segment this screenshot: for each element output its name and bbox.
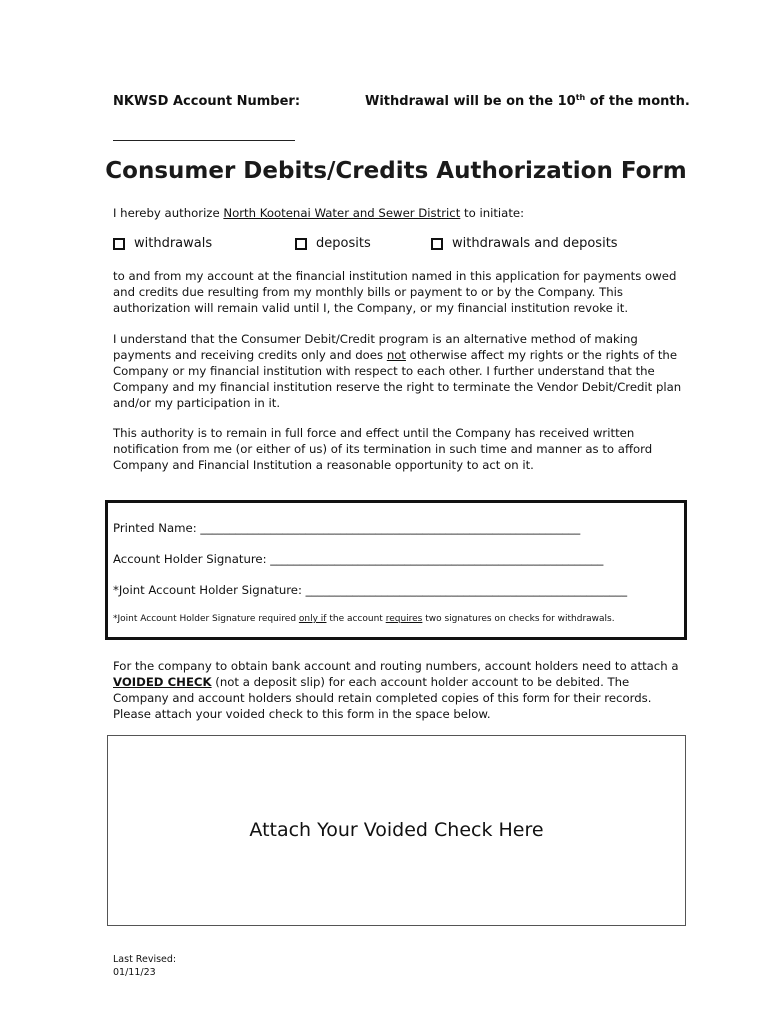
- note-b: the account: [326, 614, 386, 624]
- understanding-a: I understand that the Consumer Debit/Credit program is an alternative method of making payments and receiving credits only and does: [113, 332, 638, 362]
- withdrawal-date-note: [365, 94, 690, 109]
- checkbox-withdrawals[interactable]: [113, 238, 125, 250]
- account-number-label: NKWSD Account Number:: [113, 94, 301, 109]
- printed-name-line[interactable]: _________________________________________________________________: [200, 521, 581, 535]
- option-both-label: withdrawals and deposits: [452, 236, 618, 251]
- printed-name-label: Printed Name:: [113, 521, 201, 535]
- company-name: North Kootenai Water and Sewer District: [223, 206, 461, 220]
- holder-signature-row[interactable]: [113, 552, 603, 566]
- understanding-not: not: [386, 348, 406, 362]
- voided-check-label: Attach Your Voided Check Here: [249, 819, 544, 841]
- form-title: Consumer Debits/Credits Authorization Form: [105, 158, 687, 184]
- understanding-b: otherwise affect my rights or the rights of the Company or my financial institution with respect to each other. I further understand that the Company and my financial institution reserve the right to terminate the Vendor Debit/Credit plan and/or my participation in it.: [113, 348, 682, 410]
- note-c: two signatures on checks for withdrawals.: [422, 614, 615, 624]
- joint-signature-label: *Joint Account Holder Signature:: [113, 583, 306, 597]
- joint-signature-note: [113, 614, 615, 624]
- account-number-field[interactable]: [113, 140, 295, 141]
- withdrawal-note-prefix: Withdrawal will be on the 10: [365, 94, 576, 109]
- authorize-prefix: I hereby authorize: [113, 206, 224, 220]
- joint-signature-row[interactable]: [113, 583, 627, 597]
- voided-check-emphasis: VOIDED CHECK: [113, 675, 212, 689]
- checkbox-withdrawals-and-deposits[interactable]: [431, 238, 443, 250]
- note-a: *Joint Account Holder Signature required: [113, 614, 299, 624]
- instructions-a: For the company to obtain bank account and routing numbers, account holders need to attach a: [113, 659, 679, 673]
- withdrawal-note-suffix: of the month.: [585, 94, 690, 109]
- last-revised-date: 01/11/23: [113, 967, 156, 978]
- option-deposits[interactable]: [295, 236, 371, 251]
- authorization-paragraph: to and from my account at the financial institution named in this application for payments owed and credits due resulting from my monthly bills or payment to or by the Company. This authorization will remain valid until I, the Company, or my financial institution revoke it.: [113, 269, 677, 315]
- option-deposits-label: deposits: [316, 236, 371, 251]
- printed-name-row[interactable]: [113, 521, 580, 535]
- authorize-suffix: to initiate:: [460, 206, 525, 220]
- understanding-paragraph: [113, 331, 683, 411]
- authorize-statement: [113, 205, 683, 221]
- checkbox-deposits[interactable]: [295, 238, 307, 250]
- voided-check-instructions: [113, 658, 683, 722]
- holder-signature-line[interactable]: _________________________________________________________: [270, 552, 604, 566]
- authority-paragraph: This authority is to remain in full force and effect until the Company has received written notification from me (or either of us) of its termination in such time and manner as to afford Company and Financial Institution a reasonable opportunity to act on it.: [113, 426, 653, 472]
- option-withdrawals-and-deposits[interactable]: [431, 236, 618, 251]
- option-withdrawals[interactable]: [113, 236, 212, 251]
- joint-signature-line[interactable]: _______________________________________________________: [305, 583, 628, 597]
- withdrawal-note-sup: th: [575, 93, 586, 102]
- note-only-if: only if: [298, 614, 327, 624]
- option-withdrawals-label: withdrawals: [134, 236, 213, 251]
- last-revised-label: Last Revised:: [113, 954, 177, 965]
- note-requires: requires: [385, 614, 423, 624]
- instructions-b: (not a deposit slip) for each account holder account to be debited. The Company and account holders should retain completed copies of this form for their records. Please attach your voided check to this form in the space below.: [113, 675, 652, 721]
- holder-signature-label: Account Holder Signature:: [113, 552, 271, 566]
